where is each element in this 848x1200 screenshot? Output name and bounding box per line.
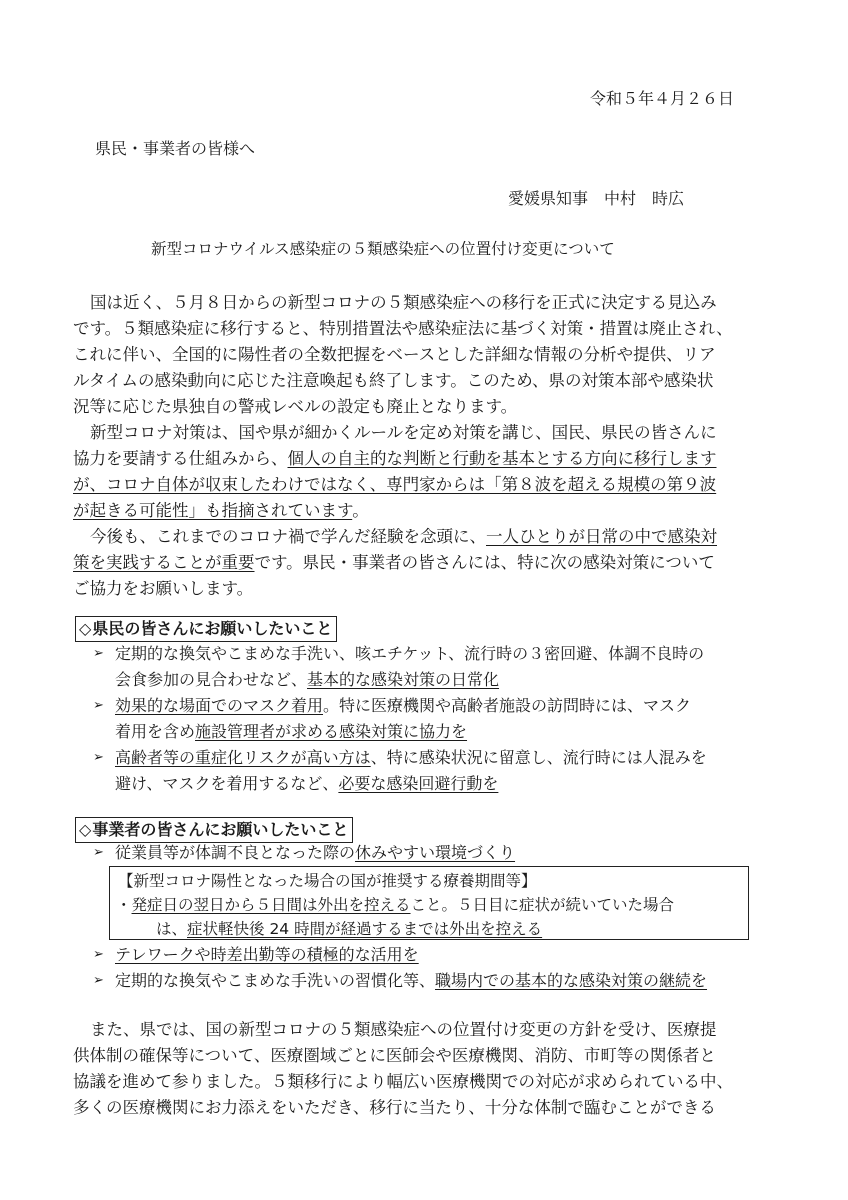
arrow-bullet-icon: ➢ [93, 750, 104, 765]
paragraph-line [73, 446, 763, 472]
plain-text: 今後も、これまでのコロナ禍で学んだ経験を念頭に、 [90, 527, 486, 546]
paragraph-line: 供体制の確保等について、医療圏域ごとに医師会や医療機関、消防、市町等の関係者と [73, 1046, 716, 1065]
bullet-line [115, 771, 773, 797]
dot-bullet: ・ [116, 896, 132, 914]
bullet-line [115, 745, 773, 771]
plain-text: 着用を含め [115, 722, 196, 741]
plain-text: 定期的な換気やこまめな手洗いの習慣化等、 [115, 971, 436, 990]
business-bullet-1 [93, 840, 773, 866]
plain-text: 。特に医療機関や高齢者施設の訪問時には、マスク [323, 696, 692, 715]
underlined-text: 効果的な場面でのマスク着用 [115, 696, 324, 715]
underlined-text: テレワークや時差出勤等の積極的な活用を [115, 945, 419, 964]
list-item [93, 840, 773, 866]
paragraph-line: です。５類感染症に移行すると、特別措置法や感染症法に基づく対策・措置は廃止され、 [73, 319, 733, 338]
paragraph-line [73, 498, 763, 524]
paragraph-line [73, 472, 763, 498]
paragraph-line: また、県では、国の新型コロナの５類感染症への位置付け変更の方針を受け、医療提 [90, 1020, 717, 1039]
residents-bullet-list [93, 641, 773, 797]
paragraph-line: ルタイムの感染動向に応じた注意喚起も終了します。このため、県の対策本部や感染状 [73, 371, 714, 390]
underlined-text: が起きる可能性」も指摘されています [73, 501, 353, 520]
bullet-line [115, 719, 773, 745]
list-item [93, 968, 773, 994]
box-line [116, 893, 748, 917]
underlined-text: 策を実践することが重要 [73, 553, 255, 572]
heading-text: 県民の皆さんにお願いしたいこと [92, 619, 333, 638]
box-line [116, 917, 748, 941]
intro-paragraph-3 [73, 524, 763, 602]
section-heading-residents [75, 616, 337, 642]
underlined-text: 一人ひとりが日常の中で感染対 [486, 527, 717, 546]
bullet-line [115, 693, 773, 719]
plain-text: こと。５日目に症状が続いていた場合 [410, 896, 675, 914]
list-item [93, 693, 773, 745]
underlined-text: 高齢者等の重症化リスクが高い方は [115, 748, 371, 767]
plain-text: 。 [352, 501, 369, 520]
heading-text: 事業者の皆さんにお願いしたいこと [92, 820, 349, 839]
list-item [93, 745, 773, 797]
plain-text: 協力を要請する仕組みから、 [73, 449, 288, 468]
list-item [93, 641, 773, 693]
arrow-bullet-icon: ➢ [93, 845, 104, 860]
list-item [93, 942, 773, 968]
arrow-bullet-icon: ➢ [93, 947, 104, 962]
arrow-bullet-icon: ➢ [93, 646, 104, 661]
underlined-text: 個人の自主的な判断と行動を基本とする方向に移行します [287, 449, 717, 468]
paragraph-line: 新型コロナ対策は、国や県が細かくルールを定め対策を講じ、国民、県民の皆さんに [90, 423, 717, 442]
bullet-line: 定期的な換気やこまめな手洗い、咳エチケット、流行時の３密回避、体調不良時の [115, 644, 705, 663]
underlined-text: 必要な感染回避行動を [338, 774, 499, 793]
underlined-text: 発症日の翌日から５日間は外出を控える [131, 896, 411, 914]
plain-text: は、 [156, 920, 188, 938]
plain-text: 避け、マスクを着用するなど、 [115, 774, 339, 793]
paragraph-line: 協議を進めて参りました。５類移行により幅広い医療機関での対応が求められている中、 [73, 1072, 733, 1091]
addressee: 県民・事業者の皆様へ [95, 139, 256, 158]
paragraph-line [73, 550, 763, 576]
underlined-text: 基本的な感染対策の日常化 [307, 670, 500, 689]
plain-text: です。県民・事業者の皆さんには、特に次の感染対策について [254, 553, 715, 572]
paragraph-line: 況等に応じた県独自の警戒レベルの設定も廃止となります。 [73, 397, 518, 416]
paragraph-line: これに伴い、全国的に陽性者の全数把握をベースとした詳細な情報の分析や提供、リア [73, 345, 716, 364]
paragraph-line [73, 524, 763, 550]
underlined-text: 休みやすい環境づくり [355, 843, 516, 862]
plain-text: 従業員等が体調不良となった際の [115, 843, 356, 862]
bullet-line [115, 667, 773, 693]
bullet-line [115, 968, 773, 994]
intro-paragraph-2 [73, 420, 763, 524]
underlined-text: 施設管理者が求める感染対策に協力を [195, 722, 468, 741]
arrow-bullet-icon: ➢ [93, 698, 104, 713]
diamond-icon: ◇ [79, 820, 92, 839]
document-date: 令和５年４月２６日 [590, 89, 735, 108]
underlined-text: 症状軽快後 24 時間が経過するまでは外出を控える [187, 920, 543, 938]
bullet-line [115, 942, 773, 968]
paragraph-line: 多くの医療機関にお力添えをいただき、移行に当たり、十分な体制で臨むことができる [73, 1098, 716, 1117]
underlined-text: 職場内での基本的な感染対策の継続を [435, 971, 708, 990]
plain-text: 、特に感染状況に留意し、流行時には人混みを [370, 748, 707, 767]
recuperation-period-box [109, 866, 749, 940]
document-title: 新型コロナウイルス感染症の５類感染症への位置付け変更について [151, 240, 615, 258]
bullet-line [115, 840, 773, 866]
underlined-text: が、コロナ自体が収束したわけではなく、専門家からは「第８波を超える規模の第９波 [73, 475, 717, 494]
plain-text: 会食参加の見合わせなど、 [115, 670, 308, 689]
sender-signature: 愛媛県知事 中村 時広 [508, 189, 685, 208]
business-bullet-list [93, 942, 773, 994]
intro-paragraph-1 [73, 290, 763, 420]
paragraph-line: ご協力をお願いします。 [73, 579, 254, 598]
arrow-bullet-icon: ➢ [93, 973, 104, 988]
paragraph-line: 国は近く、５月８日からの新型コロナの５類感染症への移行を正式に決定する見込み [90, 293, 717, 312]
diamond-icon: ◇ [79, 619, 92, 638]
closing-paragraph [73, 1017, 763, 1121]
box-title: 【新型コロナ陽性となった場合の国が推奨する療養期間等】 [118, 872, 537, 890]
